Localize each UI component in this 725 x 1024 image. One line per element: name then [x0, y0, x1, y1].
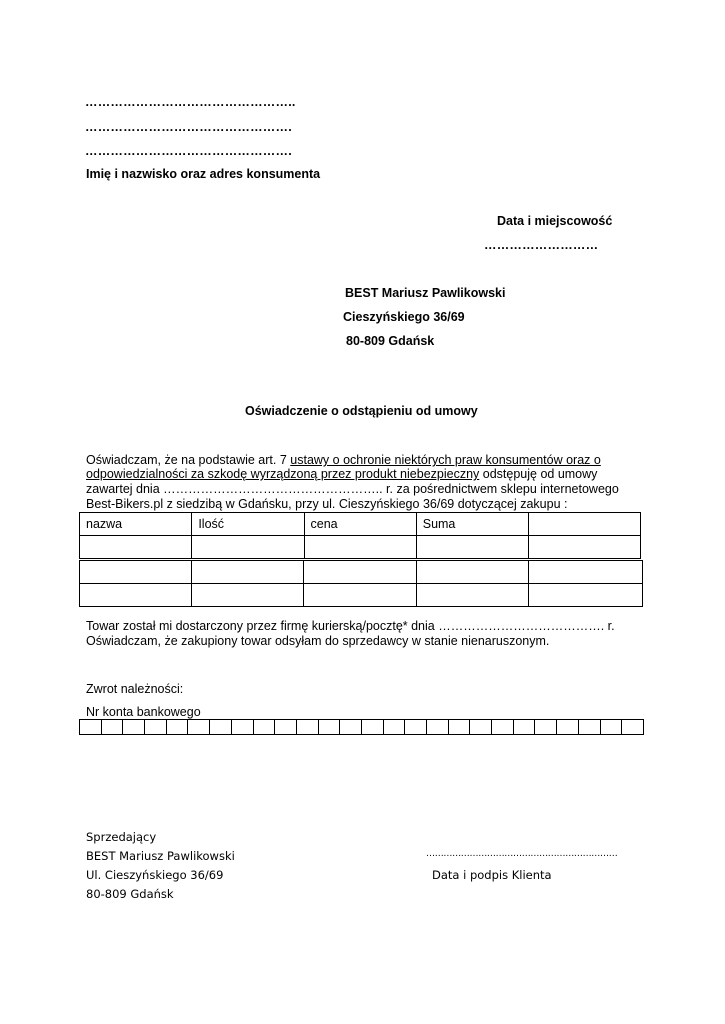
header-suma: Suma [416, 513, 528, 536]
table-row [80, 561, 643, 584]
table-header-row [80, 513, 641, 536]
delivery-line-1: Towar został mi dostarczony przez firmę kurierską/pocztę* dnia …………………………………. r. [86, 619, 615, 633]
table-cell[interactable] [528, 561, 642, 584]
table-cell[interactable] [416, 584, 528, 607]
law-reference: ustawy o ochronie niektórych praw konsumentów oraz o [290, 453, 601, 467]
header-cena: cena [304, 513, 416, 536]
signature-dots: ………………………………………………………… [426, 849, 618, 859]
body-line-3: zawartej dnia …………………………………………….. r. za pośrednictwem sklepu internetowego [86, 482, 619, 496]
body-line-2 [86, 467, 597, 481]
table-cell[interactable] [529, 536, 641, 559]
consumer-line-2: …………………………………………. [85, 120, 292, 134]
recipient-city: 80-809 Gdańsk [346, 334, 435, 348]
table-cell[interactable] [416, 561, 528, 584]
recipient-street: Cieszyńskiego 36/69 [343, 310, 465, 324]
account-label: Nr konta bankowego [86, 705, 201, 719]
table-cell[interactable] [416, 536, 528, 559]
table-cell[interactable] [80, 584, 192, 607]
header-ilosc: Ilość [192, 513, 304, 536]
body-text: odstępuję od umowy [479, 467, 598, 481]
signature-label: Data i podpis Klienta [432, 868, 552, 882]
table-cell[interactable] [528, 584, 642, 607]
table-row [80, 536, 641, 559]
body-line-1 [86, 453, 601, 467]
recipient-name: BEST Mariusz Pawlikowski [345, 286, 506, 300]
refund-label: Zwrot należności: [86, 682, 184, 696]
table-row [80, 584, 643, 607]
items-table [79, 512, 641, 559]
header-empty [529, 513, 641, 536]
table-cell[interactable] [80, 536, 192, 559]
consumer-line-1: ………………………………………….. [85, 95, 296, 109]
date-place-dots: ……………………… [484, 238, 599, 252]
header-nazwa: nazwa [80, 513, 192, 536]
date-place-label: Data i miejscowość [497, 214, 613, 228]
document-title: Oświadczenie o odstąpieniu od umowy [245, 404, 478, 418]
delivery-line-2: Oświadczam, że zakupiony towar odsyłam do sprzedawcy w stanie nienaruszonym. [86, 634, 550, 648]
table-cell[interactable] [304, 584, 416, 607]
body-text: Oświadczam, że na podstawie art. 7 [86, 453, 291, 467]
seller-city: 80-809 Gdańsk [86, 887, 174, 901]
seller-name: BEST Mariusz Pawlikowski [86, 849, 235, 863]
seller-street: Ul. Cieszyńskiego 36/69 [86, 868, 224, 882]
bank-account-boxes[interactable] [79, 719, 644, 735]
table-cell[interactable] [192, 536, 304, 559]
consumer-line-3: …………………………………………. [85, 144, 292, 158]
law-reference-cont: odpowiedzialności za szkodę wyrządzoną przez produkt niebezpieczny [86, 467, 480, 481]
table-cell[interactable] [304, 536, 416, 559]
body-line-4: Best-Bikers.pl z siedzibą w Gdańsku, przy ul. Cieszyńskiego 36/69 dotyczącej zakupu : [86, 497, 568, 511]
items-table-lower [79, 560, 643, 607]
table-cell[interactable] [192, 561, 304, 584]
table-cell[interactable] [192, 584, 304, 607]
table-cell[interactable] [304, 561, 416, 584]
consumer-label: Imię i nazwisko oraz adres konsumenta [86, 167, 321, 181]
table-cell[interactable] [80, 561, 192, 584]
seller-heading: Sprzedający [86, 830, 157, 844]
